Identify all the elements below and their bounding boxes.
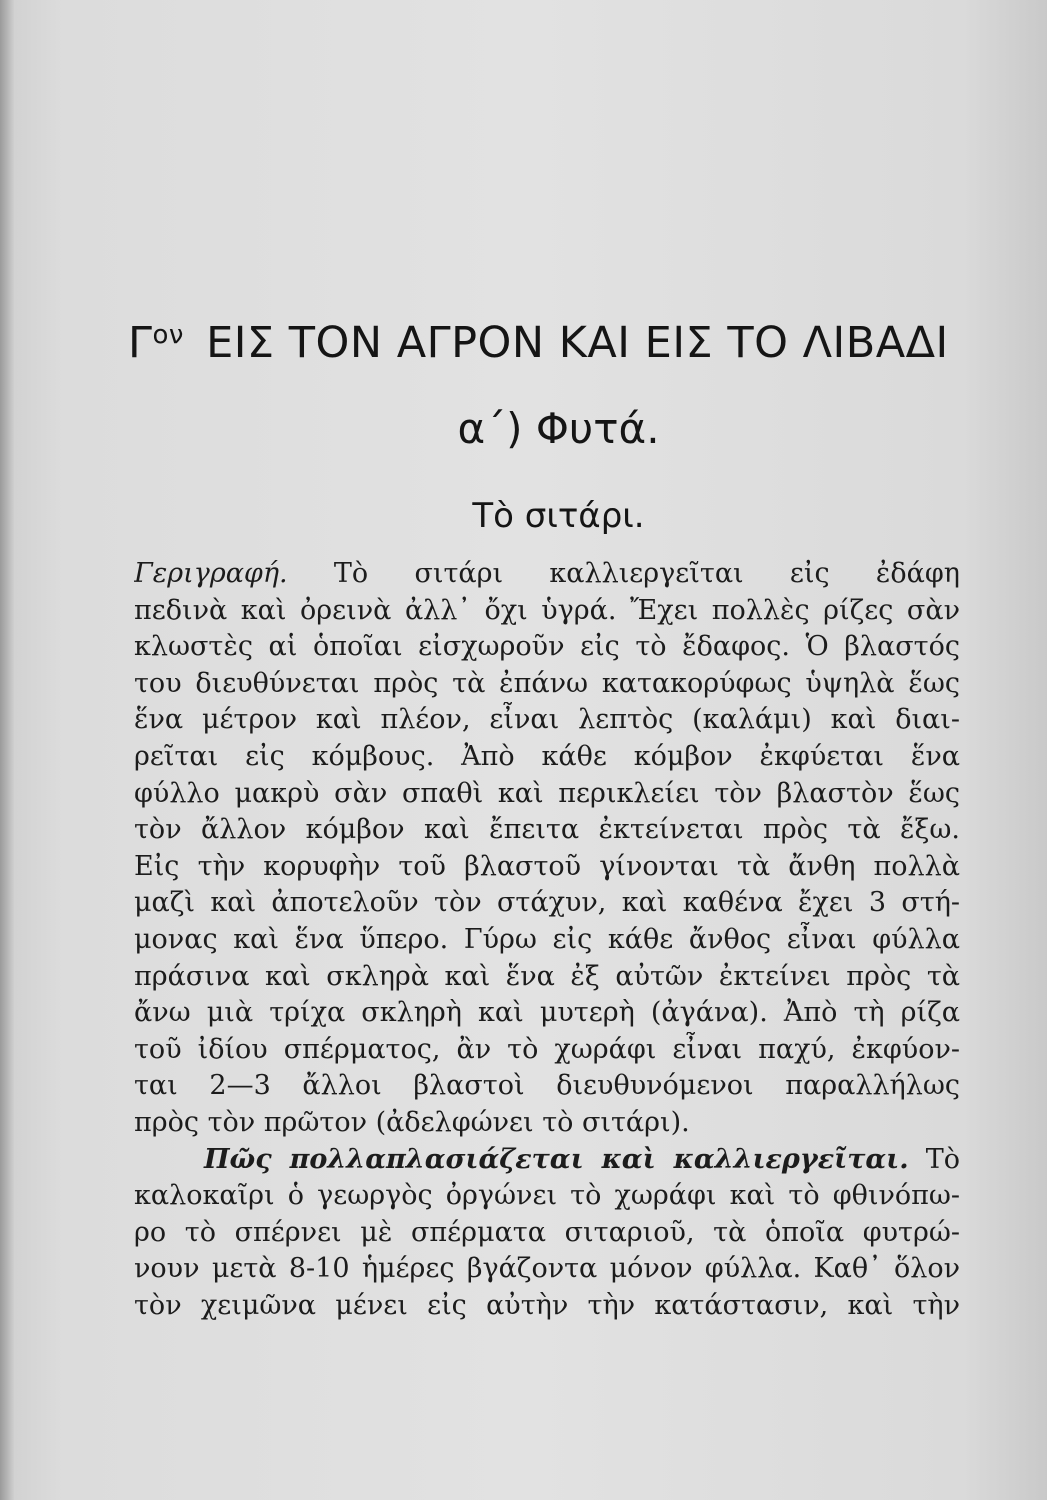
paragraph-lead-cultivation: Πῶς πολλαπλασιάζεται καὶ καλλιεργεῖται. xyxy=(204,1143,909,1175)
text-line: ἕνα μέτρον καὶ πλέον, εἶναι λεπτὸς (καλάμι) καὶ διαι- xyxy=(134,704,960,736)
body-text xyxy=(134,556,960,1324)
chapter-title: ΕΙΣ ΤΟΝ ΑΓΡΟΝ ΚΑΙ ΕΙΣ ΤΟ ΛΙΒΑΔΙ xyxy=(206,318,949,368)
section-title: α΄) Φυτά. xyxy=(457,404,660,453)
text-line: μαζὶ καὶ ἀποτελοῦν τὸν στάχυν, καὶ καθένα ἔχει 3 στή- xyxy=(134,887,960,919)
chapter-number: Γ xyxy=(128,318,153,368)
text-line: τοῦ ἰδίου σπέρματος, ἂν τὸ χωράφι εἶναι παχύ, ἐκφύον- xyxy=(134,1033,960,1065)
chapter-number-suffix: ον xyxy=(152,320,184,350)
text-line: Γεριγραφή. Τὸ σιτάρι καλλιεργεῖται εἰς ἐδάφη xyxy=(134,558,960,589)
text-line: ρο τὸ σπέρνει μὲ σπέρματα σιταριοῦ, τὰ ὁποῖα φυτρώ- xyxy=(134,1216,960,1248)
text-line: του διευθύνεται πρὸς τὰ ἐπάνω κατακορύφως ὑψηλὰ ἕως xyxy=(134,667,960,699)
text-line: τὸν χειμῶνα μένει εἰς αὐτὴν τὴν κατάστασιν, καὶ τὴν xyxy=(134,1289,960,1321)
text-line: ται 2—3 ἄλλοι βλαστοὶ διευθυνόμενοι παραλλήλως xyxy=(134,1070,960,1102)
text-line: μονας καὶ ἕνα ὕπερο. Γύρω εἰς κάθε ἄνθος εἶναι φύλλα xyxy=(134,923,960,955)
text-line: Πῶς πολλαπλασιάζεται καὶ καλλιεργεῖται. Τὸ xyxy=(204,1143,960,1175)
text-line: πράσινα καὶ σκληρὰ καὶ ἕνα ἐξ αὐτῶν ἐκτείνει πρὸς τὰ xyxy=(134,960,960,992)
text-line: ἄνω μιὰ τρίχα σκληρὴ καὶ μυτερὴ (ἀγάνα). Ἀπὸ τὴ ρίζα xyxy=(134,997,960,1029)
paragraph-lead-description: Γεριγραφή. xyxy=(134,558,288,589)
text-line: φύλλο μακρὺ σὰν σπαθὶ καὶ περικλείει τὸν βλαστὸν ἕως xyxy=(134,777,960,809)
subsection-title: Τὸ σιτάρι. xyxy=(472,496,645,536)
text-line: Εἰς τὴν κορυφὴν τοῦ βλαστοῦ γίνονται τὰ ἄνθη πολλὰ xyxy=(134,850,960,882)
text-line: πρὸς τὸν πρῶτον (ἀδελφώνει τὸ σιτάρι). xyxy=(134,1106,690,1138)
page-spine-shadow xyxy=(0,0,14,1500)
text-line: ρεῖται εἰς κόμβους. Ἀπὸ κάθε κόμβον ἐκφύεται ἕνα xyxy=(134,740,960,772)
text-line: νουν μετὰ 8-10 ἡμέρες βγάζοντα μόνον φύλλα. Καθ᾽ ὅλον xyxy=(134,1253,960,1285)
text-line: κλωστὲς αἱ ὁποῖαι εἰσχωροῦν εἰς τὸ ἔδαφος. Ὁ βλαστός xyxy=(134,631,960,663)
chapter-heading xyxy=(128,318,968,368)
text-line: καλοκαῖρι ὁ γεωργὸς ὀργώνει τὸ χωράφι καὶ τὸ φθινόπω- xyxy=(134,1180,960,1212)
text-line: τὸν ἄλλον κόμβον καὶ ἔπειτα ἐκτείνεται πρὸς τὰ ἔξω. xyxy=(134,814,960,846)
text-line: πεδινὰ καὶ ὀρεινὰ ἀλλ᾽ ὄχι ὑγρά. Ἔχει πολλὲς ρίζες σὰν xyxy=(134,594,960,626)
